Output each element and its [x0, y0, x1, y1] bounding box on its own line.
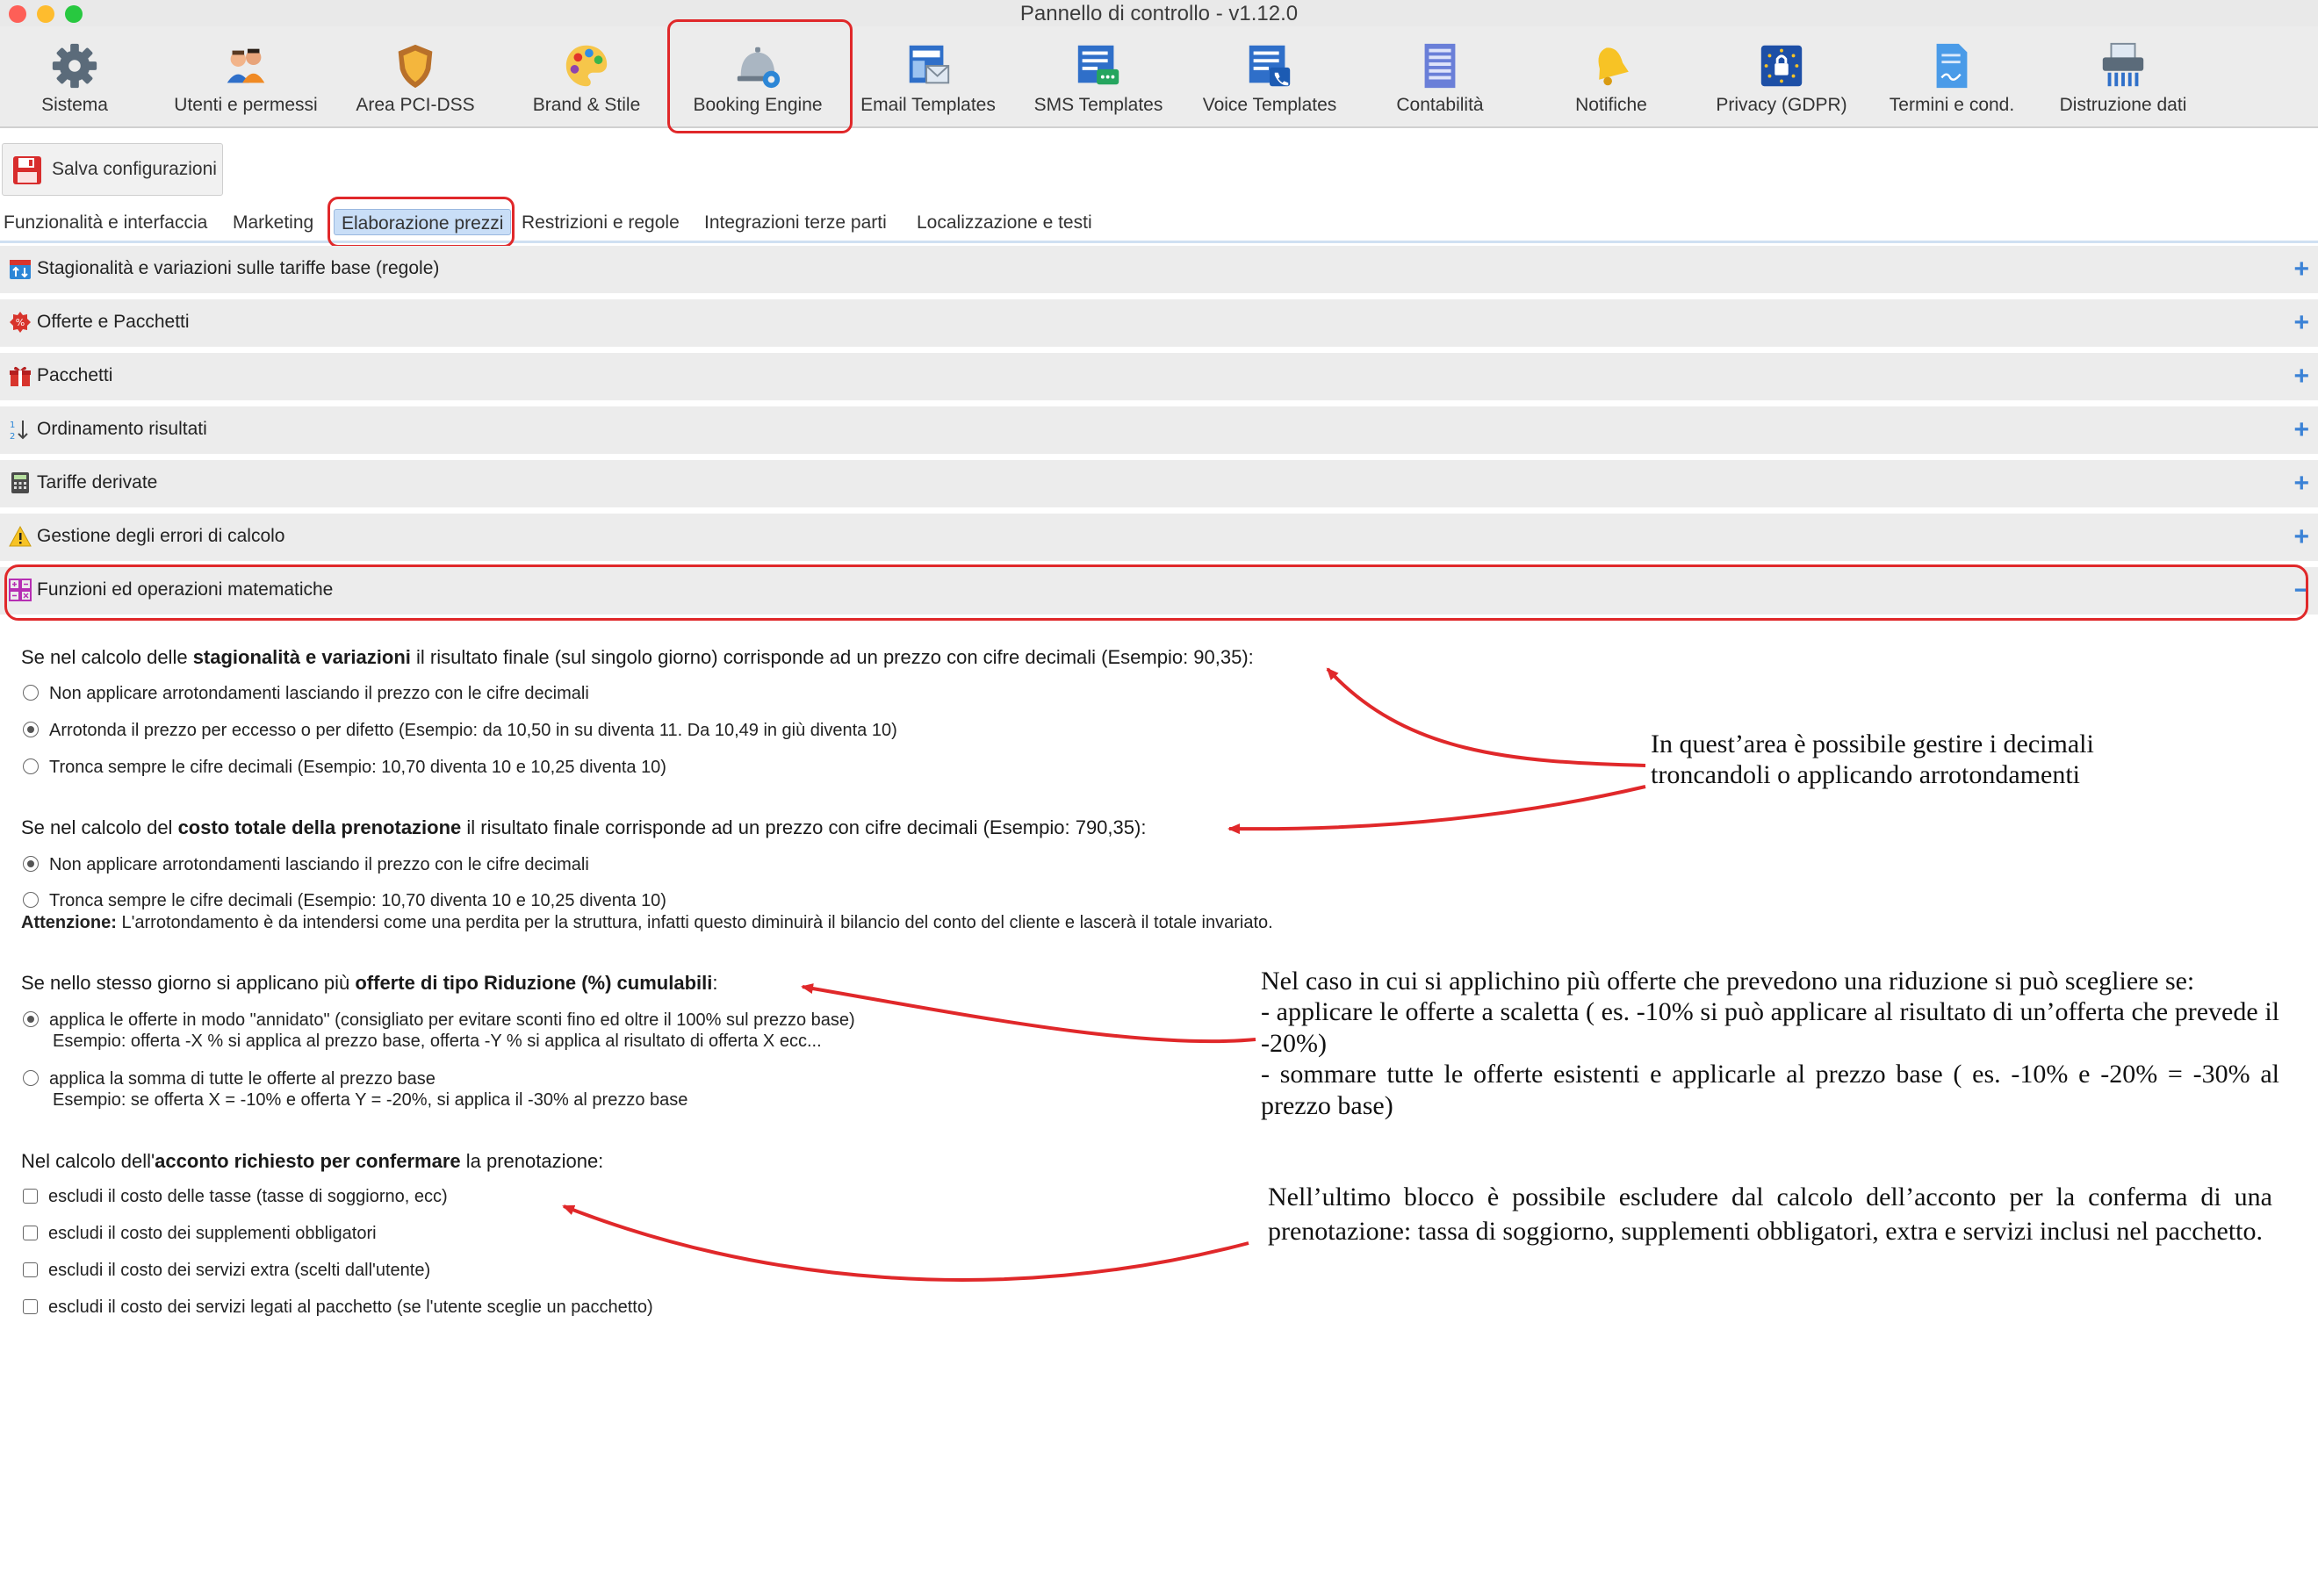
annotation-line: - sommare tutte le offerte esistenti e applicarle al prezzo base ( es. -10% e -20% = -30% al prezzo base) — [1261, 1060, 2279, 1120]
bell-icon — [1586, 40, 1637, 91]
question-offerte-cumulabili — [21, 972, 717, 995]
voice-template-icon — [1244, 40, 1295, 91]
highlight-section-math — [4, 564, 2308, 621]
question-text: la prenotazione: — [460, 1150, 604, 1172]
radio-q1-round[interactable] — [23, 720, 897, 741]
expand-toggle[interactable]: + — [2293, 522, 2309, 551]
highlight-booking-engine — [667, 19, 853, 133]
toolbar-label: Notifiche — [1575, 95, 1647, 115]
section-title: Funzioni ed operazioni matematiche — [37, 579, 334, 600]
expand-toggle[interactable]: + — [2293, 415, 2309, 444]
annotation-line: Nel caso in cui si applichino più offerte che prevedono una riduzione si può scegliere se: — [1261, 967, 2195, 996]
question-text: Se nello stesso giorno si applicano più — [21, 972, 356, 994]
tab-elaborazione-prezzi[interactable]: Elaborazione prezzi — [334, 209, 511, 235]
expand-toggle[interactable]: + — [2293, 308, 2309, 337]
radio-button[interactable] — [23, 685, 39, 701]
warning-icon — [9, 525, 32, 548]
annotation-acconto: Nell’ultimo blocco è possibile escludere dal calcolo dell’acconto per la conferma di una prenotazione: tassa di soggiorno, supplementi obbligatori, extra e servizi inclusi nel pacchetto. — [1268, 1183, 2272, 1246]
section-pacchetti[interactable] — [0, 353, 2318, 404]
radio-q3-sum[interactable] — [23, 1068, 436, 1089]
checkbox-exclude-supplements[interactable] — [23, 1224, 377, 1244]
arrow-to-q4 — [564, 1206, 1249, 1280]
toolbar-label: Voice Templates — [1202, 95, 1337, 115]
toolbar-privacy-gdpr[interactable] — [1698, 26, 1865, 126]
option-label: escludi il costo dei servizi extra (scelti dall'utente) — [48, 1261, 431, 1280]
discount-badge-icon — [9, 311, 32, 334]
toolbar-label: Distruzione dati — [2059, 95, 2187, 115]
question-stagionalita — [21, 646, 1254, 669]
radio-button[interactable] — [23, 758, 39, 774]
expand-toggle[interactable]: + — [2293, 469, 2309, 498]
arrow-to-q2 — [1229, 787, 1645, 829]
section-stagionalita-variazioni[interactable] — [0, 246, 2318, 297]
radio-q2-no-rounding[interactable] — [23, 854, 589, 875]
section-ordinamento-risultati[interactable] — [0, 406, 2318, 457]
toolbar-label: Brand & Stile — [532, 95, 641, 115]
radio-q1-no-rounding[interactable] — [23, 683, 589, 704]
sort-icon — [9, 418, 32, 441]
arrow-to-q1 — [1328, 669, 1645, 766]
radio-button[interactable] — [23, 892, 39, 908]
toolbar-notifiche[interactable] — [1528, 26, 1695, 126]
checkbox[interactable] — [23, 1299, 38, 1314]
warning-text: L'arrotondamento è da intendersi come una perdita per la struttura, infatti questo diminuirà il bilancio del conto del cliente e lascerà il totale invariato. — [116, 913, 1273, 932]
radio-q1-truncate[interactable] — [23, 757, 666, 778]
toolbar-termini-condizioni[interactable] — [1868, 26, 2035, 126]
question-bold: acconto richiesto per confermare — [155, 1150, 461, 1172]
question-text: Se nel calcolo del — [21, 816, 178, 838]
window-title: Pannello di controllo - v1.12.0 — [1019, 2, 1299, 25]
toolbar-sistema[interactable] — [0, 26, 158, 126]
toolbar-label: Privacy (GDPR) — [1716, 95, 1847, 115]
save-button-label: Salva configurazioni — [52, 159, 217, 179]
arrow-to-q3 — [803, 987, 1256, 1041]
option-label: escludi il costo dei supplementi obbligatori — [48, 1224, 377, 1243]
option-label: escludi il costo delle tasse (tasse di soggiorno, ecc) — [48, 1187, 448, 1206]
question-bold: stagionalità e variazioni — [192, 646, 411, 668]
toolbar-label: Booking Engine — [693, 95, 823, 115]
tab-integrazioni-terze-parti[interactable]: Integrazioni terze parti — [704, 212, 887, 233]
question-text: Se nel calcolo delle — [21, 646, 193, 668]
toolbar-utenti-permessi[interactable] — [162, 26, 329, 126]
radio-button[interactable] — [23, 722, 39, 737]
svg-text:2: 2 — [10, 432, 16, 441]
radio-q2-truncate[interactable] — [23, 890, 666, 911]
option-label: Tronca sempre le cifre decimali (Esempio: 10,70 diventa 10 e 10,25 diventa 10) — [49, 891, 666, 910]
toolbar-label: Sistema — [41, 95, 108, 115]
question-text: : — [712, 972, 718, 994]
main-toolbar — [0, 26, 2318, 128]
annotation-offerte — [1261, 966, 2279, 1121]
warning-label: Attenzione: — [21, 913, 117, 932]
question-text: il risultato finale (sul singolo giorno) corrisponde ad un prezzo con cifre decimali (Esempio: 90,35): — [410, 646, 1254, 668]
expand-toggle[interactable]: + — [2293, 362, 2309, 391]
expand-toggle[interactable]: + — [2293, 255, 2309, 284]
floppy-disk-icon — [11, 155, 43, 186]
contract-icon — [1926, 40, 1977, 91]
email-template-icon — [903, 40, 954, 91]
window-titlebar — [0, 0, 2318, 27]
radio-button[interactable] — [23, 1011, 39, 1027]
checkbox[interactable] — [23, 1189, 38, 1204]
question-bold: costo totale della prenotazione — [177, 816, 462, 838]
checkbox-exclude-taxes[interactable] — [23, 1187, 448, 1207]
checkbox[interactable] — [23, 1226, 38, 1240]
shield-icon — [390, 40, 441, 91]
checkbox[interactable] — [23, 1262, 38, 1277]
toolbar-distruzione-dati[interactable] — [2040, 26, 2206, 126]
toolbar-label: Termini e cond. — [1889, 95, 2015, 115]
option-example: Esempio: se offerta X = -10% e offerta Y = -20%, si applica il -30% al prezzo base — [53, 1090, 688, 1110]
gift-icon — [9, 364, 32, 387]
option-label: applica le offerte in modo "annidato" (consigliato per evitare sconti fino ed oltre il 100% sul prezzo base) — [49, 1010, 855, 1030]
option-label: Non applicare arrotondamenti lasciando il prezzo con le cifre decimali — [49, 684, 589, 703]
toolbar-brand-stile[interactable] — [503, 26, 670, 126]
section-title: Gestione degli errori di calcolo — [37, 526, 285, 546]
radio-q3-nested[interactable] — [23, 1010, 855, 1031]
toolbar-label: Email Templates — [860, 95, 996, 115]
tab-localizzazione-testi[interactable]: Localizzazione e testi — [917, 212, 1092, 233]
toolbar-email-templates[interactable] — [845, 26, 1011, 126]
question-bold: offerte di tipo Riduzione (%) cumulabili — [355, 972, 713, 994]
option-example: Esempio: offerta -X % si applica al prezzo base, offerta -Y % si applica al risultato di offerta X ecc... — [53, 1032, 822, 1051]
users-icon — [220, 40, 271, 91]
collapse-toggle[interactable]: − — [2293, 576, 2309, 605]
radio-button[interactable] — [23, 856, 39, 872]
question-text: il risultato finale corrisponde ad un prezzo con cifre decimali (Esempio: 790,35): — [461, 816, 1147, 838]
question-costo-totale — [21, 816, 1146, 839]
question-text: Nel calcolo dell' — [21, 1150, 155, 1172]
gdpr-lock-icon — [1756, 40, 1807, 91]
save-configuration-button[interactable] — [2, 143, 223, 196]
option-label: applica la somma di tutte le offerte al prezzo base — [49, 1069, 436, 1089]
checkbox-exclude-extras[interactable] — [23, 1261, 430, 1281]
calculator-icon — [9, 471, 32, 494]
calendar-arrows-icon — [9, 257, 32, 280]
section-title: Tariffe derivate — [37, 472, 158, 492]
palette-icon — [561, 40, 612, 91]
option-label: Arrotonda il prezzo per eccesso o per difetto (Esempio: da 10,50 in su diventa 11. Da 10,49 in giù diventa 10) — [49, 721, 897, 740]
tab-marketing[interactable]: Marketing — [233, 212, 314, 233]
section-offerte-pacchetti[interactable] — [0, 299, 2318, 350]
radio-button[interactable] — [23, 1070, 39, 1086]
toolbar-area-pci[interactable] — [332, 26, 499, 126]
tab-funzionalita-interfaccia[interactable]: Funzionalità e interfaccia — [4, 212, 208, 233]
toolbar-label: Contabilità — [1396, 95, 1484, 115]
toolbar-contabilita[interactable] — [1357, 26, 1523, 126]
toolbar-label: SMS Templates — [1033, 95, 1163, 115]
section-title: Ordinamento risultati — [37, 419, 207, 439]
section-title: Pacchetti — [37, 365, 113, 385]
annotation-decimali: In quest’area è possibile gestire i decimali troncandoli o applicando arrotondamenti — [1651, 730, 2094, 790]
ledger-icon — [1415, 40, 1465, 91]
option-label: escludi il costo dei servizi legati al pacchetto (se l'utente sceglie un pacchetto) — [48, 1298, 653, 1317]
section-tariffe-derivate[interactable] — [0, 460, 2318, 511]
sms-template-icon — [1073, 40, 1124, 91]
rounding-warning — [21, 913, 1273, 933]
section-title: Stagionalità e variazioni sulle tariffe base (regole) — [37, 258, 440, 278]
tab-restrizioni-regole[interactable]: Restrizioni e regole — [522, 212, 680, 233]
checkbox-exclude-package-services[interactable] — [23, 1298, 653, 1318]
shredder-icon — [2098, 40, 2149, 91]
toolbar-label: Utenti e permessi — [174, 95, 318, 115]
gear-icon — [49, 40, 100, 91]
svg-text:1: 1 — [10, 421, 16, 430]
toolbar-label: Area PCI-DSS — [356, 95, 475, 115]
svg-text:%: % — [15, 317, 25, 328]
toolbar-voice-templates[interactable] — [1186, 26, 1353, 126]
toolbar-sms-templates[interactable] — [1015, 26, 1182, 126]
section-title: Offerte e Pacchetti — [37, 312, 190, 332]
annotation-line: - applicare le offerte a scaletta ( es. -10% si può applicare al risultato di un’offerta che prevede il -20%) — [1261, 997, 2279, 1058]
section-gestione-errori[interactable] — [0, 514, 2318, 564]
highlight-tab-elaborazione-prezzi — [328, 197, 515, 248]
option-label: Non applicare arrotondamenti lasciando il prezzo con le cifre decimali — [49, 855, 589, 874]
option-label: Tronca sempre le cifre decimali (Esempio: 10,70 diventa 10 e 10,25 diventa 10) — [49, 758, 666, 777]
question-acconto — [21, 1150, 603, 1173]
